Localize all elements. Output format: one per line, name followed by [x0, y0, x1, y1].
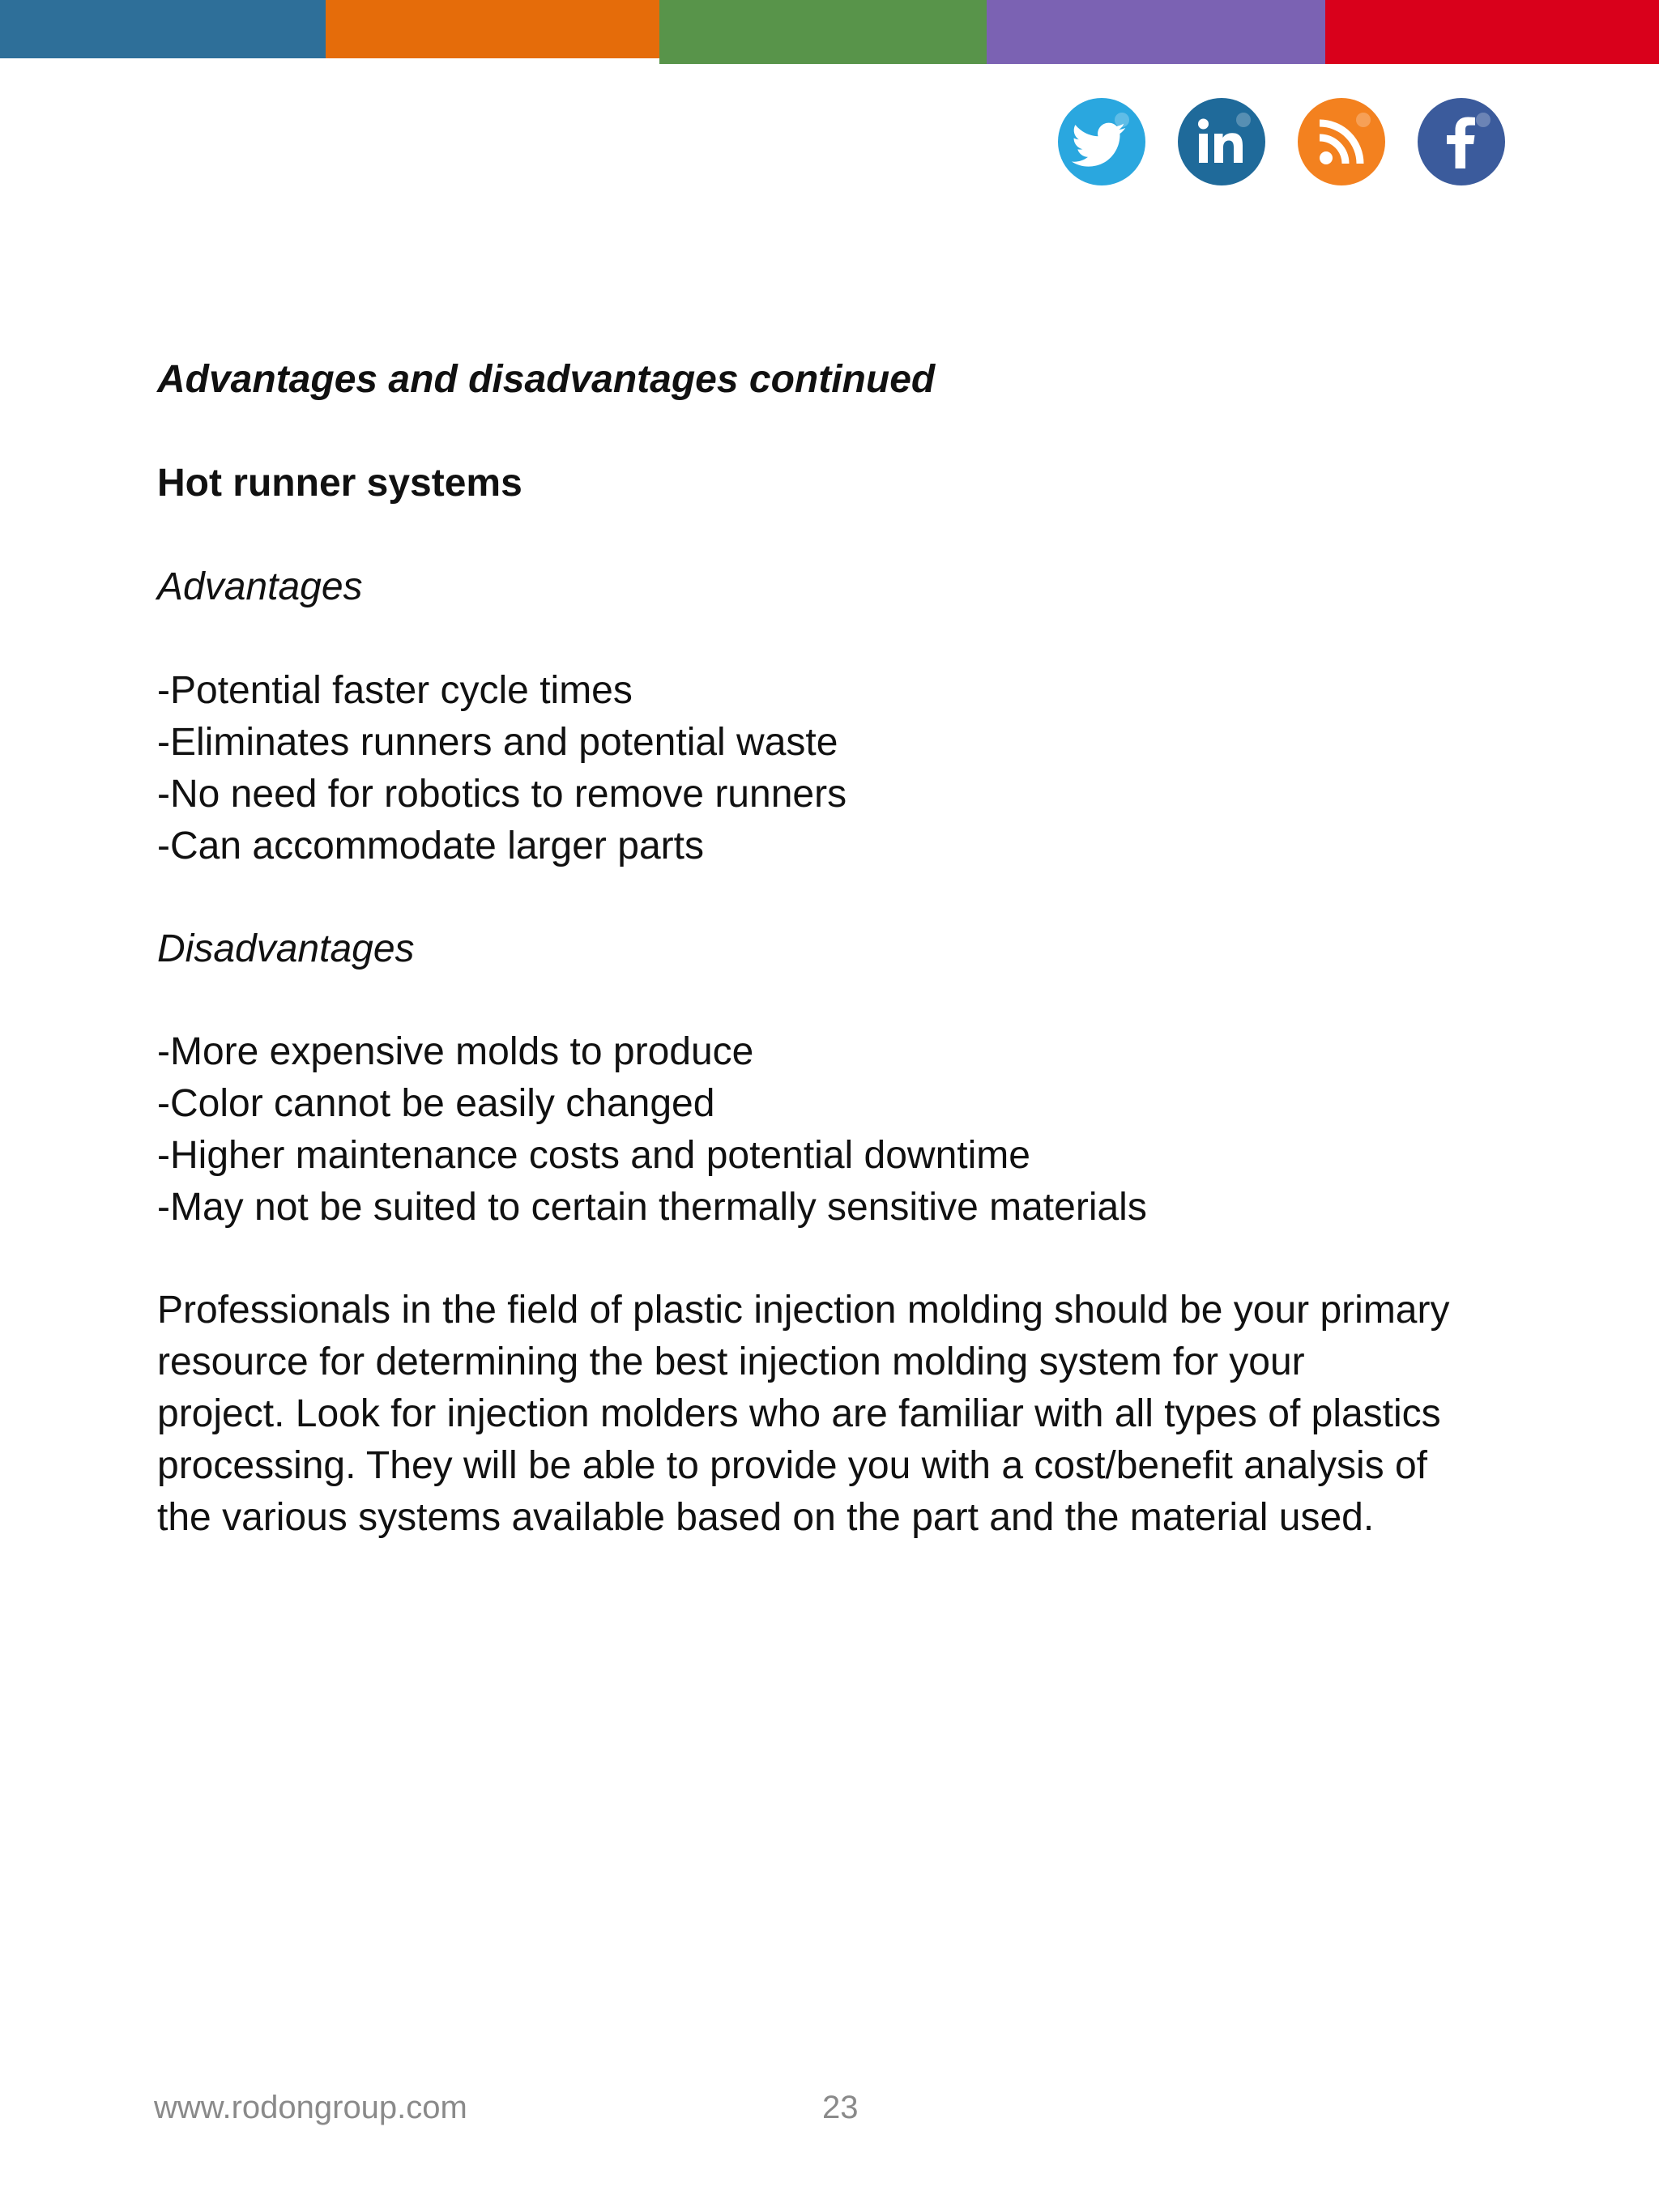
list-item: -No need for robotics to remove runners: [157, 773, 847, 816]
color-bar-segment-green: [659, 0, 987, 64]
paragraph-line: processing. They will be able to provide you with a cost/benefit analysis of: [157, 1444, 1427, 1487]
social-links: [1057, 97, 1507, 186]
list-item: -Color cannot be easily changed: [157, 1082, 715, 1125]
color-bar-segment-blue: [0, 0, 326, 58]
advantages-label: Advantages: [157, 565, 363, 608]
linkedin-icon[interactable]: [1177, 97, 1266, 186]
facebook-icon[interactable]: [1417, 97, 1506, 186]
paragraph-line: Professionals in the field of plastic injection molding should be your primary: [157, 1289, 1450, 1332]
list-item: -May not be suited to certain thermally sensitive materials: [157, 1186, 1147, 1229]
list-item: -Can accommodate larger parts: [157, 825, 704, 867]
paragraph-line: resource for determining the best injection molding system for your: [157, 1340, 1305, 1383]
rss-icon[interactable]: [1297, 97, 1386, 186]
paragraph-line: the various systems available based on the part and the material used.: [157, 1496, 1375, 1539]
color-bar-segment-red: [1325, 0, 1659, 64]
footer-website-link[interactable]: www.rodongroup.com: [154, 2090, 467, 2125]
paragraph-line: project. Look for injection molders who are familiar with all types of plastics: [157, 1392, 1441, 1435]
list-item: -Eliminates runners and potential waste: [157, 721, 838, 764]
twitter-icon[interactable]: [1057, 97, 1146, 186]
color-bar-segment-purple: [987, 0, 1325, 64]
subsection-title: Hot runner systems: [157, 462, 522, 505]
color-bar: [0, 0, 1659, 65]
list-item: -Potential faster cycle times: [157, 669, 633, 712]
section-title: Advantages and disadvantages continued: [157, 358, 936, 401]
page-number: 23: [822, 2090, 859, 2125]
color-bar-segment-orange: [326, 0, 659, 58]
list-item: -More expensive molds to produce: [157, 1030, 754, 1073]
disadvantages-label: Disadvantages: [157, 927, 415, 970]
list-item: -Higher maintenance costs and potential downtime: [157, 1134, 1030, 1177]
